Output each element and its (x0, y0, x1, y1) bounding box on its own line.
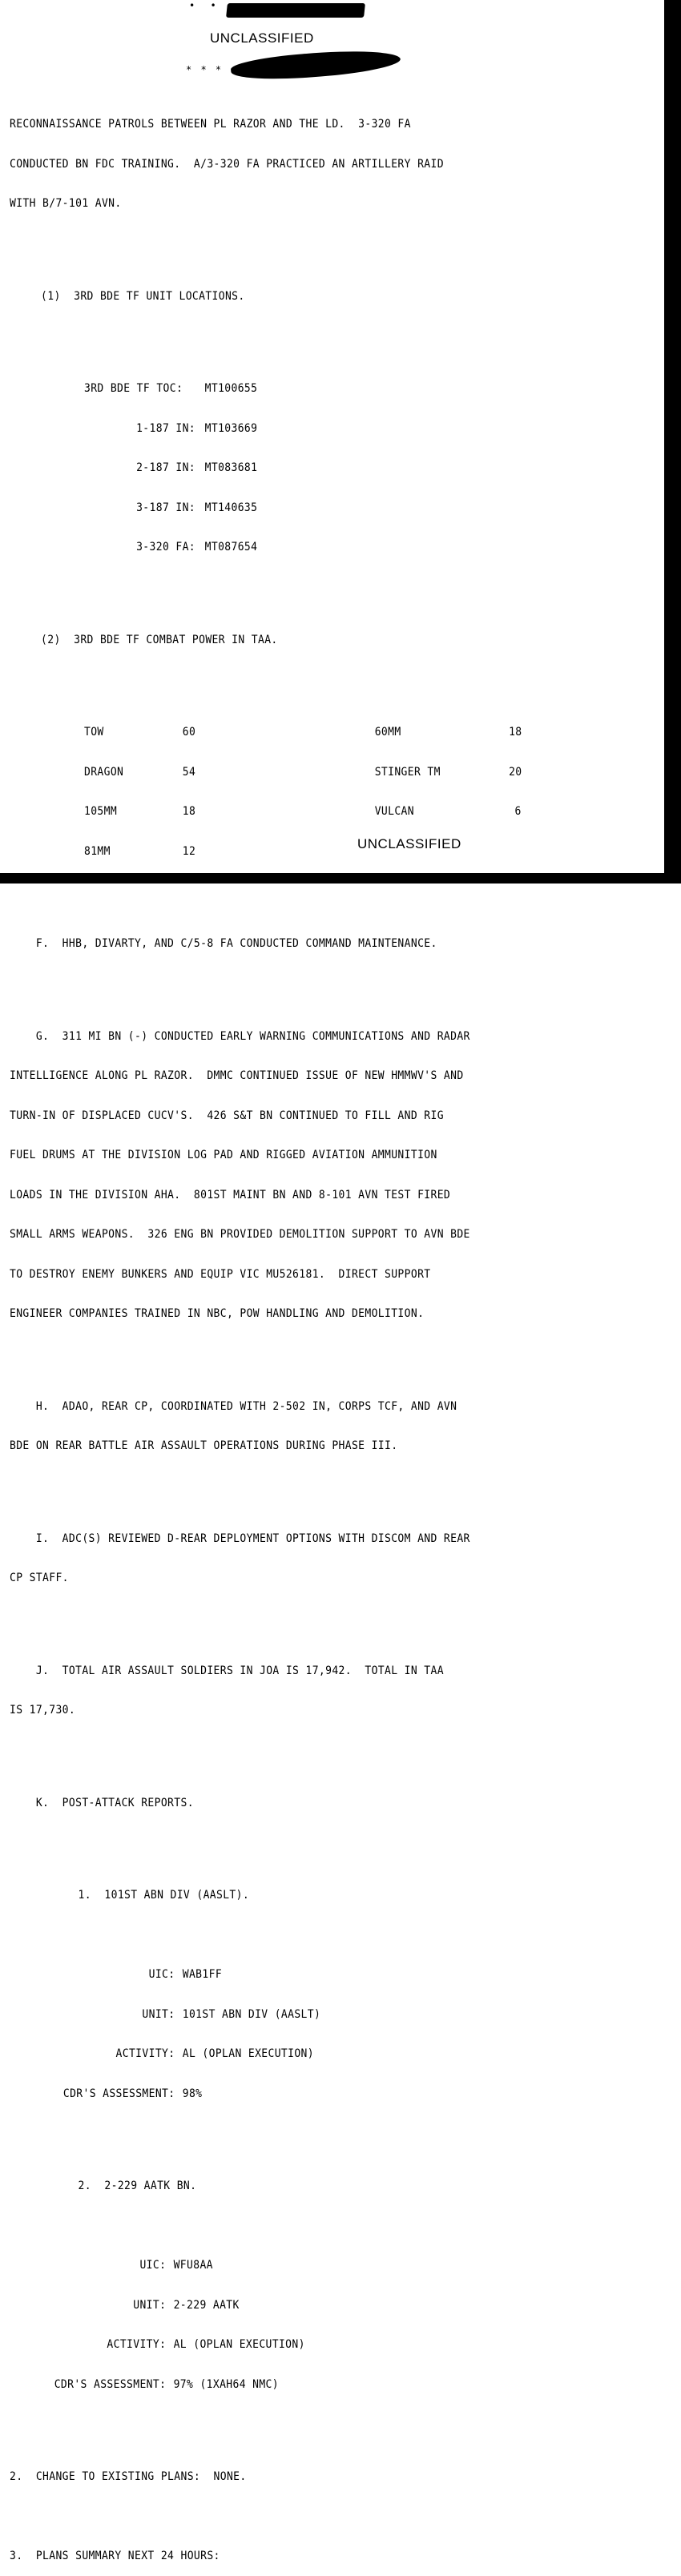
weapon-name: 81MM (84, 844, 111, 858)
report-heading: 2. 2-229 AATK BN. (78, 2180, 197, 2192)
redaction-bar-second (230, 46, 401, 84)
intro-line: RECONNAISSANCE PATROLS BETWEEN PL RAZOR AND THE LD. 3-320 FA (10, 118, 411, 131)
weapon-count: 18 (509, 726, 522, 739)
unit-locations-heading: (1) 3RD BDE TF UNIT LOCATIONS. (41, 289, 245, 303)
unit-location-row (10, 382, 613, 396)
unit-name: 1-187 IN: (136, 421, 196, 435)
paragraph-j-line: IS 17,730. (10, 1704, 76, 1717)
report-field (10, 2008, 613, 2022)
report-field (10, 1968, 613, 1982)
unit-name: 2-187 IN: (136, 461, 196, 474)
unit-name: 3RD BDE TF TOC: (84, 382, 183, 395)
report-field-label: UNIT: (133, 2298, 167, 2312)
report-field (10, 2338, 613, 2352)
report-heading: 1. 101ST ABN DIV (AASLT). (78, 1889, 250, 1902)
weapon-name: DRAGON (84, 765, 124, 779)
unit-location-row (10, 461, 613, 475)
paragraph-g-line: INTELLIGENCE ALONG PL RAZOR. DMMC CONTINUED ISSUE OF NEW HMMWV'S AND (10, 1069, 464, 1082)
paragraph-g-line: SMALL ARMS WEAPONS. 326 ENG BN PROVIDED DEMOLITION SUPPORT TO AVN BDE (10, 1228, 470, 1241)
report-field (10, 2378, 613, 2392)
combat-power-row (10, 766, 613, 779)
weapon-name: 60MM (374, 726, 401, 739)
report-field (10, 2047, 613, 2061)
combat-power-row (10, 805, 613, 819)
intro-line: WITH B/7-101 AVN. (10, 197, 122, 210)
paragraph-i-line: CP STAFF. (10, 1572, 69, 1584)
paragraph-g-line: TURN-IN OF DISPLACED CUCV'S. 426 S&T BN CONTINUED TO FILL AND RIG (10, 1109, 444, 1122)
report-field-label: ACTIVITY: (107, 2338, 167, 2351)
document-body (10, 91, 613, 2576)
paragraph-j-line: J. TOTAL AIR ASSAULT SOLDIERS IN JOA IS 17,942. TOTAL IN TAA (10, 1664, 444, 1677)
weapon-count: 18 (182, 805, 196, 818)
paragraph-h-line: H. ADAO, REAR CP, COORDINATED WITH 2-502 IN, CORPS TCF, AND AVN (10, 1399, 457, 1413)
report-field-label: UIC: (148, 1968, 175, 1981)
weapon-count: 12 (182, 844, 196, 858)
unit-name: 3-320 FA: (136, 541, 196, 553)
report-field-label: CDR'S ASSESSMENT: (54, 2377, 167, 2391)
weapon-name: TOW (84, 726, 104, 739)
unit-location-row (10, 422, 613, 436)
classification-stars: * * * (186, 64, 224, 75)
unit-location-row (10, 501, 613, 515)
weapon-name: STINGER TM (374, 765, 441, 779)
report-field-value: AL (OPLAN EXECUTION) (173, 2338, 305, 2351)
weapon-name: VULCAN (374, 805, 414, 818)
report-field-value: 97% (1XAH64 NMC) (173, 2377, 279, 2391)
item-2-change-to-plans: 2. CHANGE TO EXISTING PLANS: NONE. (10, 2470, 247, 2483)
paragraph-i-line: I. ADC(S) REVIEWED D-REAR DEPLOYMENT OPTIONS WITH DISCOM AND REAR (10, 1532, 470, 1545)
report-field (10, 2299, 613, 2312)
combat-power-row (10, 726, 613, 739)
combat-power-row (10, 845, 613, 859)
paragraph-f: F. HHB, DIVARTY, AND C/5-8 FA CONDUCTED COMMAND MAINTENANCE. (10, 937, 437, 950)
redaction-bar-top (226, 3, 365, 18)
report-field-label: ACTIVITY: (115, 2047, 175, 2060)
paragraph-g-line: LOADS IN THE DIVISION AHA. 801ST MAINT BN AND 8-101 AVN TEST FIRED (10, 1188, 451, 1201)
weapon-count: 60 (182, 726, 196, 739)
report-field-value: 2-229 AATK (173, 2298, 240, 2312)
paragraph-k: K. POST-ATTACK REPORTS. (10, 1796, 194, 1809)
unit-grid: MT140635 (204, 501, 258, 514)
weapon-name: 105MM (84, 805, 118, 818)
report-field-label: UNIT: (142, 2007, 175, 2021)
scan-border-right (664, 0, 681, 883)
weapon-count: 20 (509, 765, 522, 779)
classification-bottom: UNCLASSIFIED (357, 836, 461, 851)
paragraph-g-line: FUEL DRUMS AT THE DIVISION LOG PAD AND RIGGED AVIATION AMMUNITION (10, 1149, 437, 1161)
unit-location-row (10, 541, 613, 554)
unit-name: 3-187 IN: (136, 501, 196, 514)
report-field (10, 2259, 613, 2272)
paragraph-h-line: BDE ON REAR BATTLE AIR ASSAULT OPERATIONS DURING PHASE III. (10, 1439, 398, 1452)
weapon-count: 6 (514, 805, 522, 818)
report-field-value: 101ST ABN DIV (AASLT) (182, 2007, 321, 2021)
intro-line: CONDUCTED BN FDC TRAINING. A/3-320 FA PRACTICED AN ARTILLERY RAID (10, 157, 444, 171)
report-field-label: UIC: (139, 2259, 167, 2272)
unit-grid: MT083681 (204, 461, 258, 474)
unit-grid: MT087654 (204, 541, 258, 553)
item-3-plans-summary: 3. PLANS SUMMARY NEXT 24 HOURS: (10, 2550, 220, 2562)
unit-grid: MT100655 (204, 382, 258, 395)
paragraph-g-line: G. 311 MI BN (-) CONDUCTED EARLY WARNING COMMUNICATIONS AND RADAR (10, 1029, 470, 1043)
weapon-count: 54 (182, 765, 196, 779)
paragraph-g-line: ENGINEER COMPANIES TRAINED IN NBC, POW HANDLING AND DEMOLITION. (10, 1307, 425, 1320)
report-field-value: 98% (182, 2087, 203, 2100)
report-field-value: WAB1FF (182, 1968, 223, 1981)
combat-power-heading: (2) 3RD BDE TF COMBAT POWER IN TAA. (41, 633, 278, 646)
unit-grid: MT103669 (204, 421, 258, 435)
classification-top: UNCLASSIFIED (210, 30, 314, 46)
report-field-label: CDR'S ASSESSMENT: (62, 2087, 175, 2100)
paragraph-g-line: TO DESTROY ENEMY BUNKERS AND EQUIP VIC MU526181. DIRECT SUPPORT (10, 1267, 431, 1281)
report-field (10, 2087, 613, 2101)
scan-specks: • • (189, 0, 221, 11)
report-field-value: AL (OPLAN EXECUTION) (182, 2047, 314, 2060)
report-field-value: WFU8AA (173, 2259, 213, 2272)
